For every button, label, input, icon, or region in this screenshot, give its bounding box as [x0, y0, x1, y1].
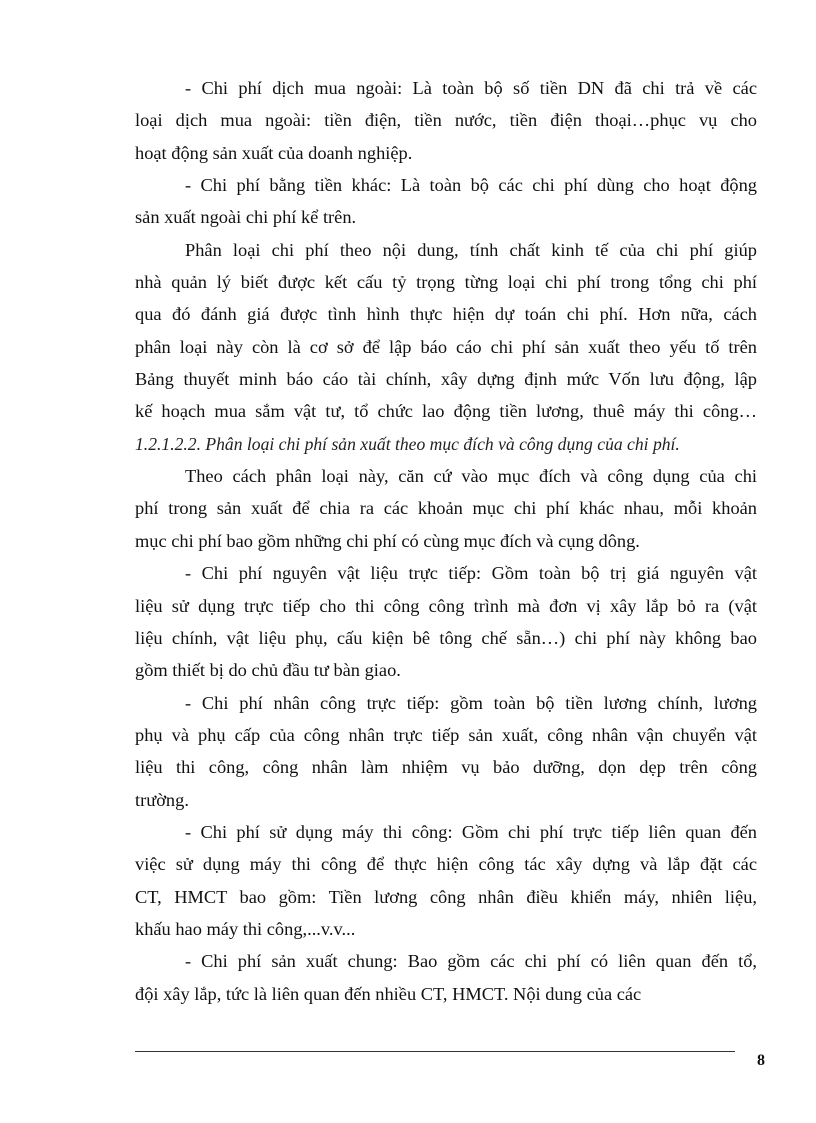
text-line: - Chi phí bằng tiền khác: Là toàn bộ các chi phí dùng cho hoạt động	[185, 175, 757, 196]
page-number: 8	[757, 1052, 765, 1069]
text-line: đội xây lắp, tức là liên quan đến nhiều CT, HMCT. Nội dung của các	[135, 983, 642, 1004]
text-line: khấu hao máy thi công,...v.v...	[135, 918, 356, 939]
text-line: sản xuất ngoài chi phí kể trên.	[135, 207, 357, 228]
text-line: kế hoạch mua sắm vật tư, tổ chức lao động tiền lương, thuê máy thi công…	[135, 401, 757, 422]
text-line: qua đó đánh giá được tình hình thực hiện dự toán chi phí. Hơn nữa, cách	[135, 304, 757, 325]
text-line: trường.	[135, 789, 189, 810]
text-line: loại dịch mua ngoài: tiền điện, tiền nước, tiền điện thoại…phục vụ cho	[135, 110, 757, 131]
section-heading: 1.2.1.2.2. Phân loại chi phí sản xuất theo mục đích và công dụng của chi phí.	[135, 433, 680, 454]
text-line: - Chi phí nguyên vật liệu trực tiếp: Gồm toàn bộ trị giá nguyên vật	[185, 563, 757, 584]
text-line: liệu sử dụng trực tiếp cho thi công công trình mà đơn vị xây lắp bỏ ra (vật	[135, 595, 757, 616]
text-line: Phân loại chi phí theo nội dung, tính chất kinh tế của chi phí giúp	[185, 239, 757, 260]
footer-divider	[135, 1051, 735, 1052]
text-line: phí trong sản xuất để chia ra các khoản mục chi phí khác nhau, mỗi khoản	[135, 498, 757, 519]
text-line: gồm thiết bị do chủ đầu tư bàn giao.	[135, 660, 401, 681]
text-line: - Chi phí nhân công trực tiếp: gồm toàn bộ tiền lương chính, lương	[185, 692, 757, 713]
text-line: hoạt động sản xuất của doanh nghiệp.	[135, 142, 413, 163]
text-line: - Chi phí sử dụng máy thi công: Gồm chi phí trực tiếp liên quan đến	[185, 821, 757, 842]
text-line: phụ và phụ cấp của công nhân trực tiếp sản xuất, công nhân vận chuyển vật	[135, 724, 757, 745]
text-line: mục chi phí bao gồm những chi phí có cùng mục đích và cụng dông.	[135, 530, 640, 551]
text-line: nhà quản lý biết được kết cấu tỷ trọng từng loại chi phí trong tổng chi phí	[135, 272, 757, 293]
text-line: Bảng thuyết minh báo cáo tài chính, xây dựng định mức Vốn lưu động, lập	[135, 369, 757, 390]
text-line: liệu thi công, công nhân làm nhiệm vụ bảo dưỡng, dọn dẹp trên công	[135, 757, 757, 778]
body-text	[135, 72, 757, 1010]
text-line: Theo cách phân loại này, căn cứ vào mục đích và công dụng của chi	[185, 466, 757, 487]
text-line: việc sử dụng máy thi công để thực hiện công tác xây dựng và lắp đặt các	[135, 854, 757, 875]
text-line: phân loại này còn là cơ sở để lập báo cáo chi phí sản xuất theo yếu tố trên	[135, 336, 757, 357]
text-line: - Chi phí sản xuất chung: Bao gồm các chi phí có liên quan đến tổ,	[185, 951, 757, 972]
text-line: liệu chính, vật liệu phụ, cấu kiện bê tông chế sẵn…) chi phí này không bao	[135, 627, 757, 648]
text-line: CT, HMCT bao gồm: Tiền lương công nhân điều khiển máy, nhiên liệu,	[135, 886, 757, 907]
text-line: - Chi phí dịch mua ngoài: Là toàn bộ số tiền DN đã chi trả về các	[185, 78, 757, 98]
